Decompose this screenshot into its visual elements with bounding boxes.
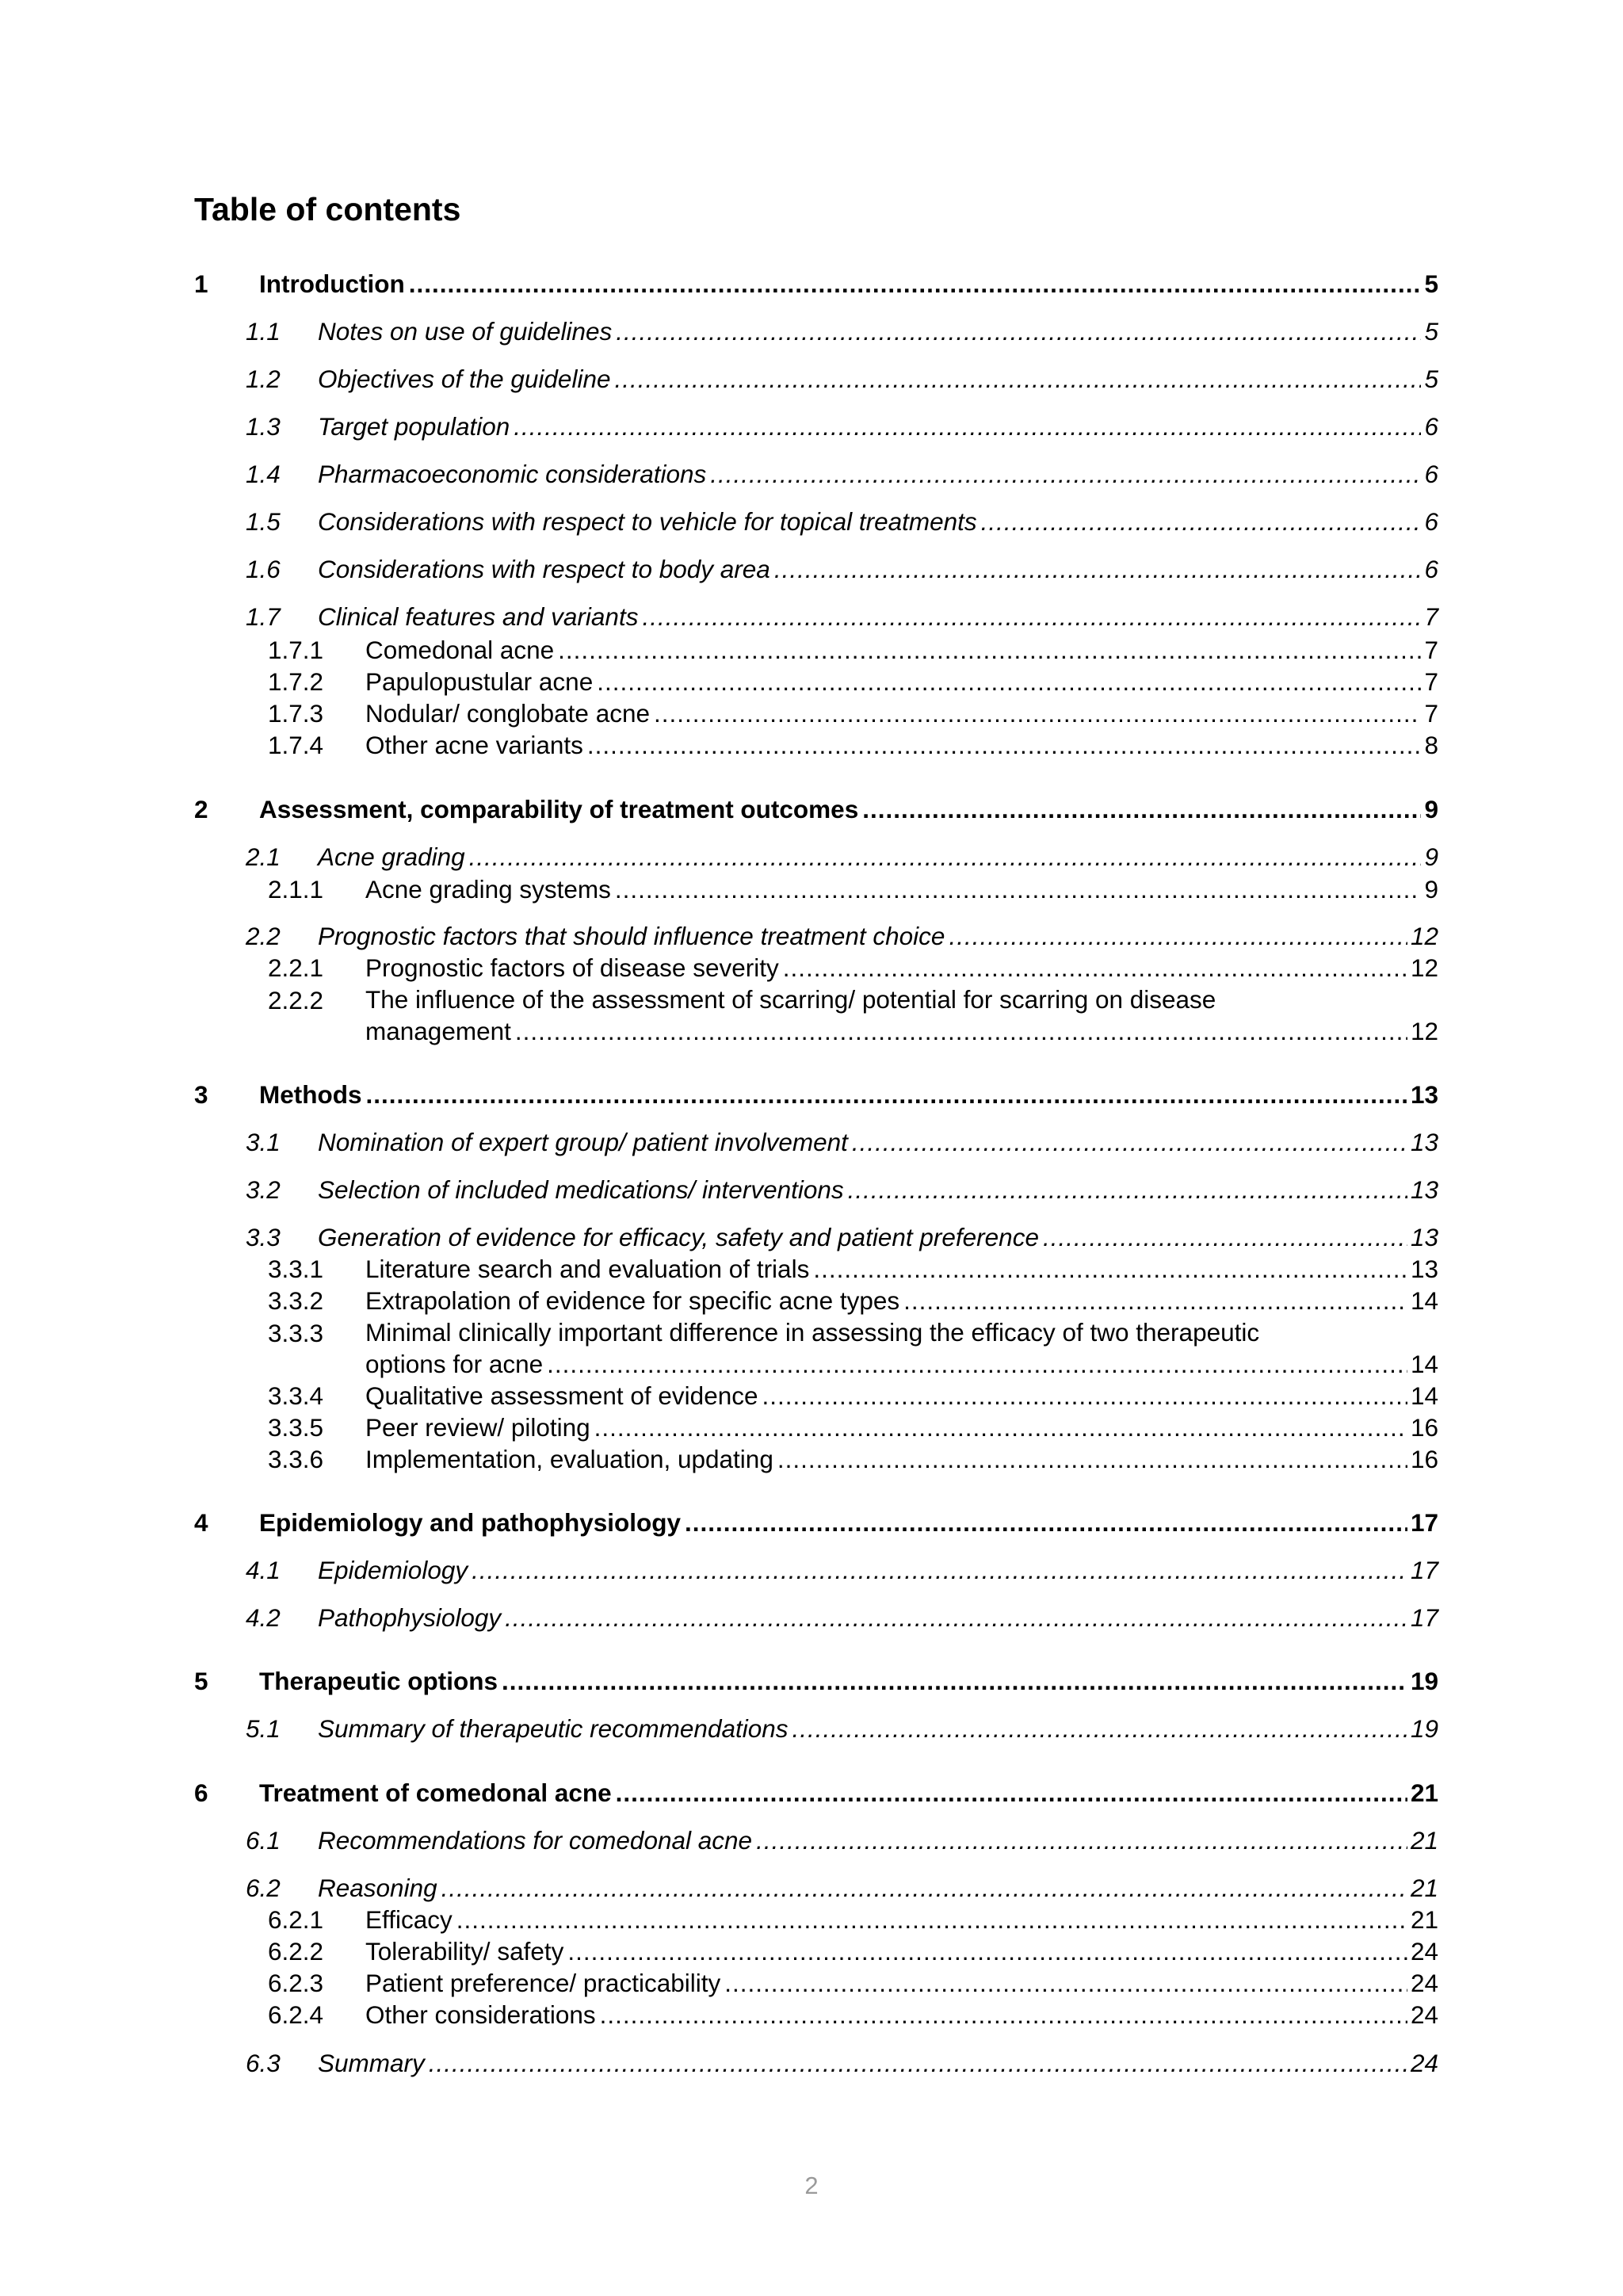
dot-leader <box>514 410 1421 443</box>
toc-page: 7 <box>1424 636 1438 664</box>
toc-entry-level2[interactable] <box>0 552 1438 586</box>
toc-number: 3.3.6 <box>268 1445 324 1473</box>
toc-entry-level3[interactable] <box>0 951 1438 984</box>
toc-number: 1.3 <box>246 412 281 441</box>
toc-label-continued: management <box>365 1017 511 1045</box>
dot-leader <box>456 1903 1407 1936</box>
dot-leader <box>469 840 1422 873</box>
toc-entry-level2[interactable] <box>0 1173 1438 1206</box>
dot-leader <box>642 600 1421 633</box>
dot-leader <box>441 1871 1407 1904</box>
toc-label: Clinical features and variants <box>318 602 639 631</box>
toc-entry-level3[interactable] <box>0 1935 1438 1968</box>
toc-number: 1.7.3 <box>268 699 324 728</box>
toc-page: 7 <box>1424 699 1438 728</box>
dot-leader <box>724 1966 1407 2000</box>
toc-page: 14 <box>1410 1381 1438 1410</box>
toc-number: 1 <box>194 269 208 298</box>
toc-label: Therapeutic options <box>259 1667 498 1695</box>
toc-number: 1.7.1 <box>268 636 324 664</box>
toc-entry-level3[interactable] <box>0 1998 1438 2031</box>
toc-label: Summary <box>318 2049 425 2077</box>
dot-leader <box>862 793 1421 826</box>
toc-page: 9 <box>1424 875 1438 904</box>
dot-leader <box>762 1379 1407 1412</box>
toc-number: 6.3 <box>246 2049 281 2077</box>
toc-label: Pharmacoeconomic considerations <box>318 460 707 488</box>
toc-label: Papulopustular acne <box>365 667 594 696</box>
dot-leader <box>981 505 1422 538</box>
toc-entry-level3[interactable] <box>0 1442 1438 1476</box>
dot-leader <box>710 457 1421 491</box>
toc-label: Recommendations for comedonal acne <box>318 1826 753 1855</box>
toc-entry-level3[interactable] <box>0 633 1438 667</box>
toc-label: Treatment of comedonal acne <box>259 1778 612 1807</box>
toc-number: 6.2.1 <box>268 1905 324 1934</box>
toc-entry-level3[interactable] <box>0 873 1438 906</box>
toc-label: Epidemiology and pathophysiology <box>259 1508 682 1537</box>
toc-page: 7 <box>1424 602 1438 631</box>
toc-label: Pathophysiology <box>318 1603 502 1632</box>
toc-page: 13 <box>1410 1128 1438 1156</box>
toc-number: 2.2 <box>246 922 281 950</box>
toc-entry-level2[interactable] <box>0 1824 1438 1857</box>
toc-page: 5 <box>1424 269 1438 298</box>
toc-number: 1.7 <box>246 602 281 631</box>
toc-label: Target population <box>318 412 510 441</box>
dot-leader <box>949 919 1407 953</box>
dot-leader <box>409 267 1422 300</box>
toc-entry-level1[interactable] <box>0 1776 1438 1809</box>
toc-entry-level2[interactable] <box>0 919 1438 953</box>
toc-number: 6.2.3 <box>268 1969 324 1997</box>
dot-leader <box>848 1173 1407 1206</box>
toc-page: 21 <box>1410 1826 1438 1855</box>
toc-page: 24 <box>1410 2049 1438 2077</box>
toc-entry-level3[interactable] <box>0 697 1438 730</box>
toc-label: Nodular/ conglobate acne <box>365 699 651 728</box>
dot-leader <box>792 1712 1407 1745</box>
toc-number: 5.1 <box>246 1714 281 1743</box>
toc-number: 3 <box>194 1080 208 1109</box>
toc-page: 13 <box>1410 1255 1438 1283</box>
toc-entry-level2[interactable] <box>0 457 1438 491</box>
toc-number: 1.1 <box>246 317 281 346</box>
toc-label: Objectives of the guideline <box>318 365 611 393</box>
toc-number: 6 <box>194 1778 208 1807</box>
toc-page: 6 <box>1424 460 1438 488</box>
toc-number: 3.3 <box>246 1223 281 1251</box>
toc-number: 2 <box>194 795 208 823</box>
toc-entry-level3[interactable] <box>0 984 1438 1047</box>
toc-label-continued: options for acne <box>365 1350 544 1378</box>
toc-label: Epidemiology <box>318 1556 468 1584</box>
toc-entry-level2[interactable] <box>0 410 1438 443</box>
toc-label: Comedonal acne <box>365 636 555 664</box>
toc-page: 6 <box>1424 555 1438 583</box>
page-title: Table of contents <box>194 191 461 227</box>
dot-leader <box>515 1015 1407 1047</box>
toc-entry-level3[interactable] <box>0 728 1438 762</box>
toc-label: Generation of evidence for efficacy, safety and patient preference <box>318 1223 1039 1251</box>
toc-number: 3.2 <box>246 1175 281 1204</box>
toc-page: 21 <box>1410 1778 1438 1807</box>
toc-number: 4.2 <box>246 1603 281 1632</box>
toc-number: 2.2.2 <box>268 986 324 1014</box>
toc-number: 1.6 <box>246 555 281 583</box>
toc-entry-level2[interactable] <box>0 1712 1438 1745</box>
toc-label: Prognostic factors of disease severity <box>365 953 779 982</box>
toc-entry-level3[interactable] <box>0 1966 1438 2000</box>
toc-label: Peer review/ piloting <box>365 1413 590 1442</box>
toc-entry-level2[interactable] <box>0 315 1438 348</box>
toc-page: 12 <box>1410 922 1438 950</box>
toc-number: 4 <box>194 1508 208 1537</box>
dot-leader <box>597 665 1421 698</box>
toc-number: 3.3.1 <box>268 1255 324 1283</box>
toc-page: 12 <box>1410 953 1438 982</box>
toc-page: 19 <box>1410 1714 1438 1743</box>
toc-page: 7 <box>1424 667 1438 696</box>
toc-entry-level1[interactable] <box>0 1078 1438 1111</box>
toc-page: 6 <box>1424 412 1438 441</box>
toc-page: 14 <box>1410 1350 1438 1378</box>
toc-number: 3.3.3 <box>268 1319 324 1347</box>
toc-label: Methods <box>259 1080 362 1109</box>
toc-entry-level2[interactable] <box>0 362 1438 395</box>
toc-number: 1.2 <box>246 365 281 393</box>
toc-number: 3.1 <box>246 1128 281 1156</box>
toc-page: 12 <box>1410 1017 1438 1045</box>
toc-page: 16 <box>1410 1413 1438 1442</box>
toc-entry-level2[interactable] <box>0 2046 1438 2080</box>
toc-entry-level3[interactable] <box>0 1252 1438 1286</box>
toc-page: 17 <box>1410 1556 1438 1584</box>
toc-page: 13 <box>1410 1175 1438 1204</box>
toc-entry-level2[interactable] <box>0 840 1438 873</box>
toc-number: 1.5 <box>246 507 281 536</box>
toc-label: Efficacy <box>365 1905 453 1934</box>
toc-label: Summary of therapeutic recommendations <box>318 1714 789 1743</box>
toc-page: 24 <box>1410 2000 1438 2029</box>
toc-entry-level2[interactable] <box>0 1221 1438 1254</box>
toc-entry-level1[interactable] <box>0 1506 1438 1539</box>
toc-page: 14 <box>1410 1286 1438 1315</box>
toc-label: Literature search and evaluation of trials <box>365 1255 810 1283</box>
toc-page: 21 <box>1410 1874 1438 1902</box>
toc-page: 8 <box>1424 731 1438 759</box>
toc-number: 3.3.5 <box>268 1413 324 1442</box>
toc-label: Patient preference/ practicability <box>365 1969 721 1997</box>
dot-leader <box>472 1553 1407 1587</box>
toc-number: 1.7.2 <box>268 667 324 696</box>
toc-number: 2.1 <box>246 842 281 871</box>
dot-leader <box>587 728 1422 762</box>
toc-number: 1.7.4 <box>268 731 324 759</box>
dot-leader <box>852 1125 1407 1159</box>
toc-number: 6.1 <box>246 1826 281 1855</box>
toc-page: 9 <box>1424 842 1438 871</box>
toc-page: 16 <box>1410 1445 1438 1473</box>
dot-leader <box>685 1506 1407 1539</box>
dot-leader <box>502 1664 1407 1698</box>
toc-page: 6 <box>1424 507 1438 536</box>
toc-entry-level2[interactable] <box>0 600 1438 633</box>
dot-leader <box>813 1252 1407 1286</box>
toc-entry-level1[interactable] <box>0 1664 1438 1698</box>
dot-leader <box>600 1998 1407 2031</box>
dot-leader <box>366 1078 1407 1111</box>
toc-label: Selection of included medications/ interventions <box>318 1175 844 1204</box>
toc-label: Extrapolation of evidence for specific acne types <box>365 1286 900 1315</box>
toc-label: The influence of the assessment of scarring/ potential for scarring on disease <box>365 985 1216 1014</box>
toc-entry-level1[interactable] <box>0 267 1438 300</box>
toc-number: 3.3.4 <box>268 1381 324 1410</box>
toc-entry-level3[interactable] <box>0 1411 1438 1444</box>
toc-page: 5 <box>1424 365 1438 393</box>
dot-leader <box>558 633 1421 667</box>
toc-entry-level2[interactable] <box>0 1871 1438 1904</box>
toc-page: 17 <box>1410 1508 1438 1537</box>
toc-number: 4.1 <box>246 1556 281 1584</box>
page-number: 2 <box>804 2172 819 2199</box>
toc-label: Notes on use of guidelines <box>318 317 613 346</box>
toc-entry-level1[interactable] <box>0 793 1438 826</box>
toc-page: 13 <box>1410 1080 1438 1109</box>
toc-label: Reasoning <box>318 1874 437 1902</box>
toc-label: Introduction <box>259 269 405 298</box>
toc-label: Assessment, comparability of treatment outcomes <box>259 795 859 823</box>
toc-number: 6.2.4 <box>268 2000 324 2029</box>
toc-entry-level2[interactable] <box>0 1125 1438 1159</box>
dot-leader <box>903 1284 1407 1317</box>
toc-label: Considerations with respect to vehicle for topical treatments <box>318 507 977 536</box>
dot-leader <box>594 1411 1407 1444</box>
toc-entry-level3[interactable] <box>0 665 1438 698</box>
dot-leader <box>505 1601 1407 1634</box>
toc-number: 6.2.2 <box>268 1937 324 1966</box>
toc-entry-level3[interactable] <box>0 1284 1438 1317</box>
toc-page: 21 <box>1410 1905 1438 1934</box>
dot-leader <box>1043 1221 1407 1254</box>
dot-leader <box>616 1776 1407 1809</box>
toc-label: Prognostic factors that should influence treatment choice <box>318 922 945 950</box>
toc-label: Qualitative assessment of evidence <box>365 1381 758 1410</box>
toc-entry-level3[interactable] <box>0 1316 1438 1380</box>
toc-entry-level3[interactable] <box>0 1379 1438 1412</box>
dot-leader <box>777 1442 1407 1476</box>
toc-label: Considerations with respect to body area <box>318 555 770 583</box>
toc-label: Nomination of expert group/ patient involvement <box>318 1128 848 1156</box>
toc-page: 13 <box>1410 1223 1438 1251</box>
toc-number: 2.1.1 <box>268 875 324 904</box>
toc-number: 6.2 <box>246 1874 281 1902</box>
toc-page: 9 <box>1424 795 1438 823</box>
dot-leader <box>567 1935 1407 1968</box>
dot-leader <box>774 552 1422 586</box>
dot-leader <box>547 1348 1407 1380</box>
dot-leader <box>616 315 1421 348</box>
toc-label: Acne grading systems <box>365 875 611 904</box>
toc-label: Other acne variants <box>365 731 583 759</box>
toc-page: 24 <box>1410 1969 1438 1997</box>
dot-leader <box>614 362 1421 395</box>
toc-entry-level2[interactable] <box>0 505 1438 538</box>
toc-entry-level2[interactable] <box>0 1601 1438 1634</box>
toc-entry-level2[interactable] <box>0 1553 1438 1587</box>
toc-page: 17 <box>1410 1603 1438 1632</box>
toc-label: Tolerability/ safety <box>365 1937 564 1966</box>
toc-label: Minimal clinically important difference in assessing the efficacy of two therapeutic <box>365 1318 1260 1347</box>
toc-label: Implementation, evaluation, updating <box>365 1445 773 1473</box>
dot-leader <box>756 1824 1407 1857</box>
toc-number: 2.2.1 <box>268 953 324 982</box>
toc-page: 5 <box>1424 317 1438 346</box>
toc-entry-level3[interactable] <box>0 1903 1438 1936</box>
toc-label: Other considerations <box>365 2000 596 2029</box>
toc-page: 19 <box>1410 1667 1438 1695</box>
dot-leader <box>429 2046 1407 2080</box>
dot-leader <box>615 873 1422 906</box>
toc-page: 24 <box>1410 1937 1438 1966</box>
toc-number: 3.3.2 <box>268 1286 324 1315</box>
toc-number: 5 <box>194 1667 208 1695</box>
toc-number: 1.4 <box>246 460 281 488</box>
dot-leader <box>783 951 1407 984</box>
toc-label: Acne grading <box>318 842 465 871</box>
dot-leader <box>654 697 1421 730</box>
